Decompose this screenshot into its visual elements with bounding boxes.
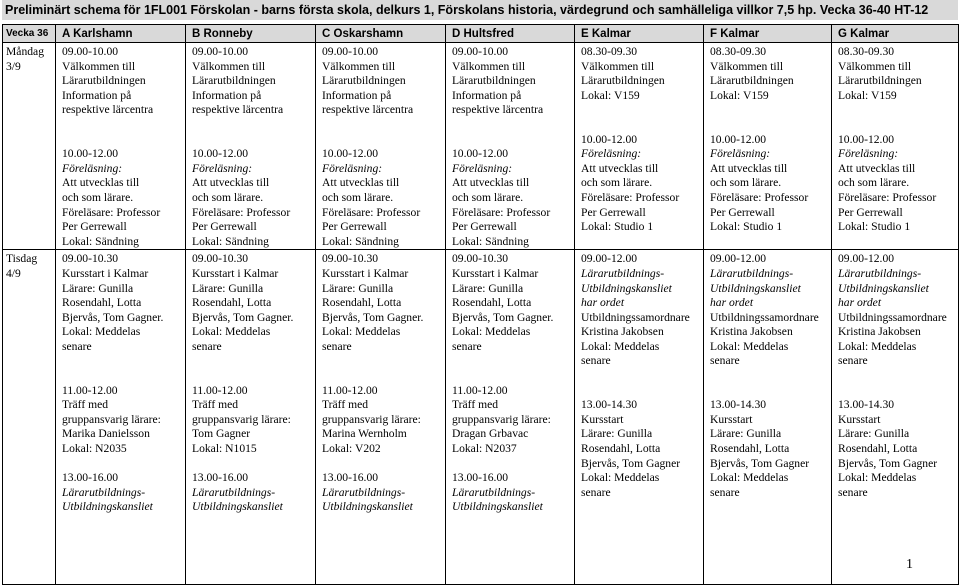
day-label: Måndag	[6, 45, 44, 58]
lecture-label: Föreläsning:	[710, 147, 771, 161]
text-line: Att utvecklas till	[452, 176, 530, 190]
text-line: gruppansvarig lärare:	[322, 412, 421, 426]
text-line: har ordet	[581, 296, 625, 310]
text-line: Information på	[62, 88, 132, 102]
text-line: Lokal: Sändning	[192, 234, 269, 248]
text-line: Lärare: Gunilla	[322, 281, 394, 295]
text-line: Per Gerrewall	[62, 220, 127, 234]
time: 13.00-16.00	[192, 471, 249, 485]
time: 09.00-10.30	[322, 252, 379, 266]
text-line: Kursstart i Kalmar	[322, 266, 409, 280]
course-start-block	[710, 398, 829, 500]
column-header-g: G Kalmar	[832, 25, 959, 43]
time: 13.00-16.00	[62, 471, 119, 485]
tuesday-cell-a	[56, 250, 186, 585]
lecture-label: Föreläsning:	[452, 161, 513, 175]
text-line: Per Gerrewall	[710, 205, 775, 219]
text-line: Lärare: Gunilla	[62, 281, 134, 295]
text-line: Bjervås, Tom Gagner	[581, 456, 681, 470]
text-line: Bjervås, Tom Gagner.	[452, 310, 554, 324]
text-line: Föreläsare: Professor	[581, 190, 680, 204]
text-line: respektive lärcentra	[322, 103, 414, 117]
text-line: Bjervås, Tom Gagner	[710, 456, 810, 470]
tuesday-cell-e	[575, 250, 704, 585]
course-start-block	[322, 252, 443, 354]
text-line: Lärarutbildningen	[710, 74, 794, 88]
text-line: Rosendahl, Lotta	[62, 296, 142, 310]
text-line: Utbildningskansliet	[838, 281, 929, 295]
text-line: Utbildningskansliet	[452, 500, 543, 514]
text-line: senare	[838, 354, 868, 368]
text-line: Lärarutbildnings-	[452, 485, 536, 499]
text-line: Välkommen till	[710, 59, 784, 73]
welcome-block	[322, 45, 443, 118]
day-cell-monday	[3, 43, 56, 250]
course-start-block	[452, 252, 572, 354]
tuesday-cell-b	[186, 250, 316, 585]
time: 09.00-10.30	[452, 252, 509, 266]
text-line: Lokal: Meddelas	[192, 325, 271, 339]
text-line: har ordet	[838, 296, 882, 310]
column-header-a: A Karlshamn	[56, 25, 186, 43]
time: 13.00-16.00	[322, 471, 379, 485]
welcome-block	[838, 45, 956, 103]
text-line: Lokal: Meddelas	[710, 339, 789, 353]
time: 09.00-12.00	[710, 252, 767, 266]
lecture-block	[192, 147, 313, 249]
lecture-label: Föreläsning:	[838, 147, 899, 161]
text-line: respektive lärcentra	[192, 103, 284, 117]
text-line: Utbildningskansliet	[192, 500, 283, 514]
lecture-block	[710, 133, 829, 235]
schedule-table	[2, 24, 959, 585]
text-line: Lärare: Gunilla	[452, 281, 524, 295]
text-line: Kursstart	[581, 412, 624, 426]
text-line: Föreläsare: Professor	[452, 205, 551, 219]
text-line: Lokal: Sändning	[452, 234, 529, 248]
text-line: Föreläsare: Professor	[838, 190, 937, 204]
text-line: Rosendahl, Lotta	[452, 296, 532, 310]
time: 11.00-12.00	[62, 383, 118, 397]
course-start-block	[838, 398, 956, 500]
text-line: Lokal: Meddelas	[581, 339, 660, 353]
text-line: Lärarutbildningen	[62, 74, 146, 88]
text-line: Lokal: Meddelas	[62, 325, 141, 339]
text-line: Välkommen till	[62, 59, 136, 73]
time: 09.00-12.00	[838, 252, 895, 266]
text-line: senare	[581, 354, 611, 368]
text-line: Kristina Jakobsen	[838, 325, 921, 339]
text-line: Utbildningskansliet	[62, 500, 153, 514]
text-line: Utbildningssamordnare	[581, 310, 690, 324]
text-line: Lärarutbildnings-	[710, 266, 794, 280]
column-header-d: D Hultsfred	[446, 25, 575, 43]
column-header-b: B Ronneby	[186, 25, 316, 43]
kansliet-block	[710, 252, 829, 369]
time: 10.00-12.00	[710, 132, 767, 146]
text-line: Bjervås, Tom Gagner.	[192, 310, 294, 324]
text-line: och som lärare.	[192, 190, 264, 204]
text-line: senare	[452, 339, 482, 353]
text-line: Utbildningssamordnare	[838, 310, 947, 324]
text-line: Lokal: N1015	[192, 442, 257, 456]
kansliet-block	[452, 471, 572, 515]
text-line: Per Gerrewall	[838, 205, 903, 219]
text-line: Träff med	[452, 398, 499, 412]
text-line: senare	[192, 339, 222, 353]
text-line: Lärare: Gunilla	[581, 427, 653, 441]
text-line: Rosendahl, Lotta	[192, 296, 272, 310]
text-line: Per Gerrewall	[192, 220, 257, 234]
text-line: Rosendahl, Lotta	[322, 296, 402, 310]
text-line: senare	[710, 485, 740, 499]
text-line: Lokal: Meddelas	[322, 325, 401, 339]
text-line: Bjervås, Tom Gagner.	[62, 310, 164, 324]
monday-cell-f	[704, 43, 832, 250]
column-header-f: F Kalmar	[704, 25, 832, 43]
text-line: Marika Danielsson	[62, 427, 150, 441]
monday-cell-c	[316, 43, 446, 250]
text-line: Lärarutbildningen	[452, 74, 536, 88]
header-row	[3, 25, 959, 43]
text-line: och som lärare.	[322, 190, 394, 204]
text-line: Lärarutbildningen	[192, 74, 276, 88]
time: 09.00-10.30	[192, 252, 249, 266]
text-line: Att utvecklas till	[710, 161, 788, 175]
time: 11.00-12.00	[452, 383, 508, 397]
group-meeting-block	[192, 384, 313, 457]
text-line: Lokal: V202	[322, 442, 381, 456]
lecture-block	[581, 133, 701, 235]
text-line: Att utvecklas till	[581, 161, 659, 175]
text-line: Välkommen till	[838, 59, 912, 73]
text-line: senare	[838, 485, 868, 499]
course-start-block	[192, 252, 313, 354]
tuesday-cell-g	[832, 250, 959, 585]
week-header: Vecka 36	[3, 25, 56, 43]
text-line: Lärarutbildnings-	[322, 485, 406, 499]
welcome-block	[192, 45, 313, 118]
time: 09.00-12.00	[581, 252, 638, 266]
text-line: Välkommen till	[192, 59, 266, 73]
text-line: Lokal: Studio 1	[581, 220, 654, 234]
welcome-block	[452, 45, 572, 118]
text-line: och som lärare.	[710, 176, 782, 190]
text-line: Dragan Grbavac	[452, 427, 529, 441]
time: 11.00-12.00	[192, 383, 248, 397]
time: 09.00-10.30	[62, 252, 119, 266]
text-line: Lärarutbildnings-	[838, 266, 922, 280]
text-line: Att utvecklas till	[192, 176, 270, 190]
day-date: 4/9	[6, 266, 21, 280]
tuesday-cell-d	[446, 250, 575, 585]
text-line: Träff med	[62, 398, 109, 412]
group-meeting-block	[452, 384, 572, 457]
text-line: Bjervås, Tom Gagner	[838, 456, 938, 470]
text-line: Per Gerrewall	[322, 220, 387, 234]
time: 08.30-09.30	[581, 45, 638, 58]
time: 13.00-14.30	[710, 398, 767, 412]
column-header-e: E Kalmar	[575, 25, 704, 43]
text-line: Lärarutbildningen	[322, 74, 406, 88]
time: 11.00-12.00	[322, 383, 378, 397]
page-title: Preliminärt schema för 1FL001 Förskolan - barns första skola, delkurs 1, Förskolans historia, värdegrund och samhälleliga villkor 7,5 hp. Vecka 36-40 HT-12	[2, 0, 958, 20]
text-line: Kursstart i Kalmar	[192, 266, 279, 280]
text-line: Lokal: N2035	[62, 442, 127, 456]
time: 13.00-16.00	[452, 471, 509, 485]
text-line: Lokal: Studio 1	[838, 220, 911, 234]
text-line: och som lärare.	[838, 176, 910, 190]
group-meeting-block	[62, 384, 183, 457]
course-start-block	[581, 398, 701, 500]
lecture-label: Föreläsning:	[581, 147, 642, 161]
monday-cell-d	[446, 43, 575, 250]
lecture-label: Föreläsning:	[62, 161, 123, 175]
text-line: Utbildningskansliet	[581, 281, 672, 295]
monday-cell-e	[575, 43, 704, 250]
text-line: Lokal: V159	[581, 88, 640, 102]
day-date: 3/9	[6, 59, 21, 73]
text-line: Kursstart i Kalmar	[452, 266, 539, 280]
text-line: Marina Wernholm	[322, 427, 407, 441]
text-line: Lokal: Sändning	[322, 234, 399, 248]
text-line: Per Gerrewall	[452, 220, 517, 234]
text-line: senare	[581, 485, 611, 499]
text-line: Träff med	[192, 398, 239, 412]
text-line: Information på	[322, 88, 392, 102]
column-header-c: C Oskarshamn	[316, 25, 446, 43]
text-line: Föreläsare: Professor	[62, 205, 161, 219]
kansliet-block	[192, 471, 313, 515]
text-line: Rosendahl, Lotta	[710, 442, 790, 456]
text-line: Bjervås, Tom Gagner.	[322, 310, 424, 324]
text-line: Lärarutbildnings-	[62, 485, 146, 499]
text-line: Lokal: Meddelas	[581, 471, 660, 485]
text-line: Lokal: N2037	[452, 442, 517, 456]
time: 08.30-09.30	[838, 45, 895, 58]
monday-cell-g	[832, 43, 959, 250]
text-line: Lärarutbildnings-	[581, 266, 665, 280]
kansliet-block	[581, 252, 701, 369]
time: 10.00-12.00	[192, 147, 249, 161]
text-line: och som lärare.	[452, 190, 524, 204]
text-line: Att utvecklas till	[838, 161, 916, 175]
text-line: gruppansvarig lärare:	[62, 412, 161, 426]
text-line: Välkommen till	[322, 59, 396, 73]
kansliet-block	[322, 471, 443, 515]
tuesday-row	[3, 250, 959, 585]
text-line: Lokal: Meddelas	[710, 471, 789, 485]
time: 10.00-12.00	[322, 147, 379, 161]
lecture-block	[452, 147, 572, 249]
text-line: Att utvecklas till	[322, 176, 400, 190]
text-line: Föreläsare: Professor	[192, 205, 291, 219]
lecture-block	[62, 147, 183, 249]
time: 09.00-10.00	[62, 45, 119, 58]
text-line: Lärare: Gunilla	[192, 281, 264, 295]
day-cell-tuesday	[3, 250, 56, 585]
kansliet-block	[62, 471, 183, 515]
welcome-block	[710, 45, 829, 103]
monday-cell-b	[186, 43, 316, 250]
lecture-label: Föreläsning:	[192, 161, 253, 175]
text-line: Utbildningskansliet	[322, 500, 413, 514]
course-start-block	[62, 252, 183, 354]
time: 09.00-10.00	[452, 45, 509, 58]
text-line: Lokal: Meddelas	[452, 325, 531, 339]
text-line: Kursstart i Kalmar	[62, 266, 149, 280]
text-line: Information på	[452, 88, 522, 102]
text-line: Lokal: Studio 1	[710, 220, 783, 234]
text-line: Rosendahl, Lotta	[838, 442, 918, 456]
text-line: Lärarutbildningen	[581, 74, 665, 88]
time: 09.00-10.00	[322, 45, 379, 58]
time: 08.30-09.30	[710, 45, 767, 58]
welcome-block	[62, 45, 183, 118]
text-line: Föreläsare: Professor	[710, 190, 809, 204]
text-line: gruppansvarig lärare:	[452, 412, 551, 426]
text-line: Rosendahl, Lotta	[581, 442, 661, 456]
text-line: gruppansvarig lärare:	[192, 412, 291, 426]
time: 13.00-14.30	[581, 398, 638, 412]
text-line: Kristina Jakobsen	[581, 325, 664, 339]
text-line: Lokal: V159	[710, 88, 769, 102]
text-line: Lärare: Gunilla	[710, 427, 782, 441]
time: 10.00-12.00	[62, 147, 119, 161]
tuesday-cell-c	[316, 250, 446, 585]
monday-cell-a	[56, 43, 186, 250]
lecture-block	[322, 147, 443, 249]
time: 13.00-14.30	[838, 398, 895, 412]
text-line: Lokal: Sändning	[62, 234, 139, 248]
text-line: senare	[322, 339, 352, 353]
welcome-block	[581, 45, 701, 103]
time: 10.00-12.00	[452, 147, 509, 161]
time: 10.00-12.00	[581, 132, 638, 146]
lecture-label: Föreläsning:	[322, 161, 383, 175]
group-meeting-block	[322, 384, 443, 457]
text-line: Lärarutbildningen	[838, 74, 922, 88]
text-line: och som lärare.	[62, 190, 134, 204]
text-line: Träff med	[322, 398, 369, 412]
text-line: Lokal: Meddelas	[838, 339, 917, 353]
monday-row	[3, 43, 959, 250]
kansliet-block	[838, 252, 956, 369]
text-line: Utbildningskansliet	[710, 281, 801, 295]
text-line: Per Gerrewall	[581, 205, 646, 219]
time: 10.00-12.00	[838, 132, 895, 146]
text-line: Kursstart	[838, 412, 881, 426]
text-line: Att utvecklas till	[62, 176, 140, 190]
time: 09.00-10.00	[192, 45, 249, 58]
text-line: Lokal: V159	[838, 88, 897, 102]
text-line: respektive lärcentra	[452, 103, 544, 117]
text-line: Välkommen till	[452, 59, 526, 73]
day-label: Tisdag	[6, 252, 38, 266]
text-line: Kristina Jakobsen	[710, 325, 793, 339]
text-line: Välkommen till	[581, 59, 655, 73]
text-line: Lärare: Gunilla	[838, 427, 910, 441]
tuesday-cell-f	[704, 250, 832, 585]
text-line: Utbildningssamordnare	[710, 310, 819, 324]
text-line: Tom Gagner	[192, 427, 251, 441]
text-line: och som lärare.	[581, 176, 653, 190]
text-line: Information på	[192, 88, 262, 102]
page-number: 1	[906, 557, 913, 572]
lecture-block	[838, 133, 956, 235]
text-line: senare	[62, 339, 92, 353]
text-line: Lokal: Meddelas	[838, 471, 917, 485]
text-line: respektive lärcentra	[62, 103, 154, 117]
text-line: Kursstart	[710, 412, 753, 426]
text-line: har ordet	[710, 296, 754, 310]
text-line: Föreläsare: Professor	[322, 205, 421, 219]
text-line: senare	[710, 354, 740, 368]
text-line: Lärarutbildnings-	[192, 485, 276, 499]
